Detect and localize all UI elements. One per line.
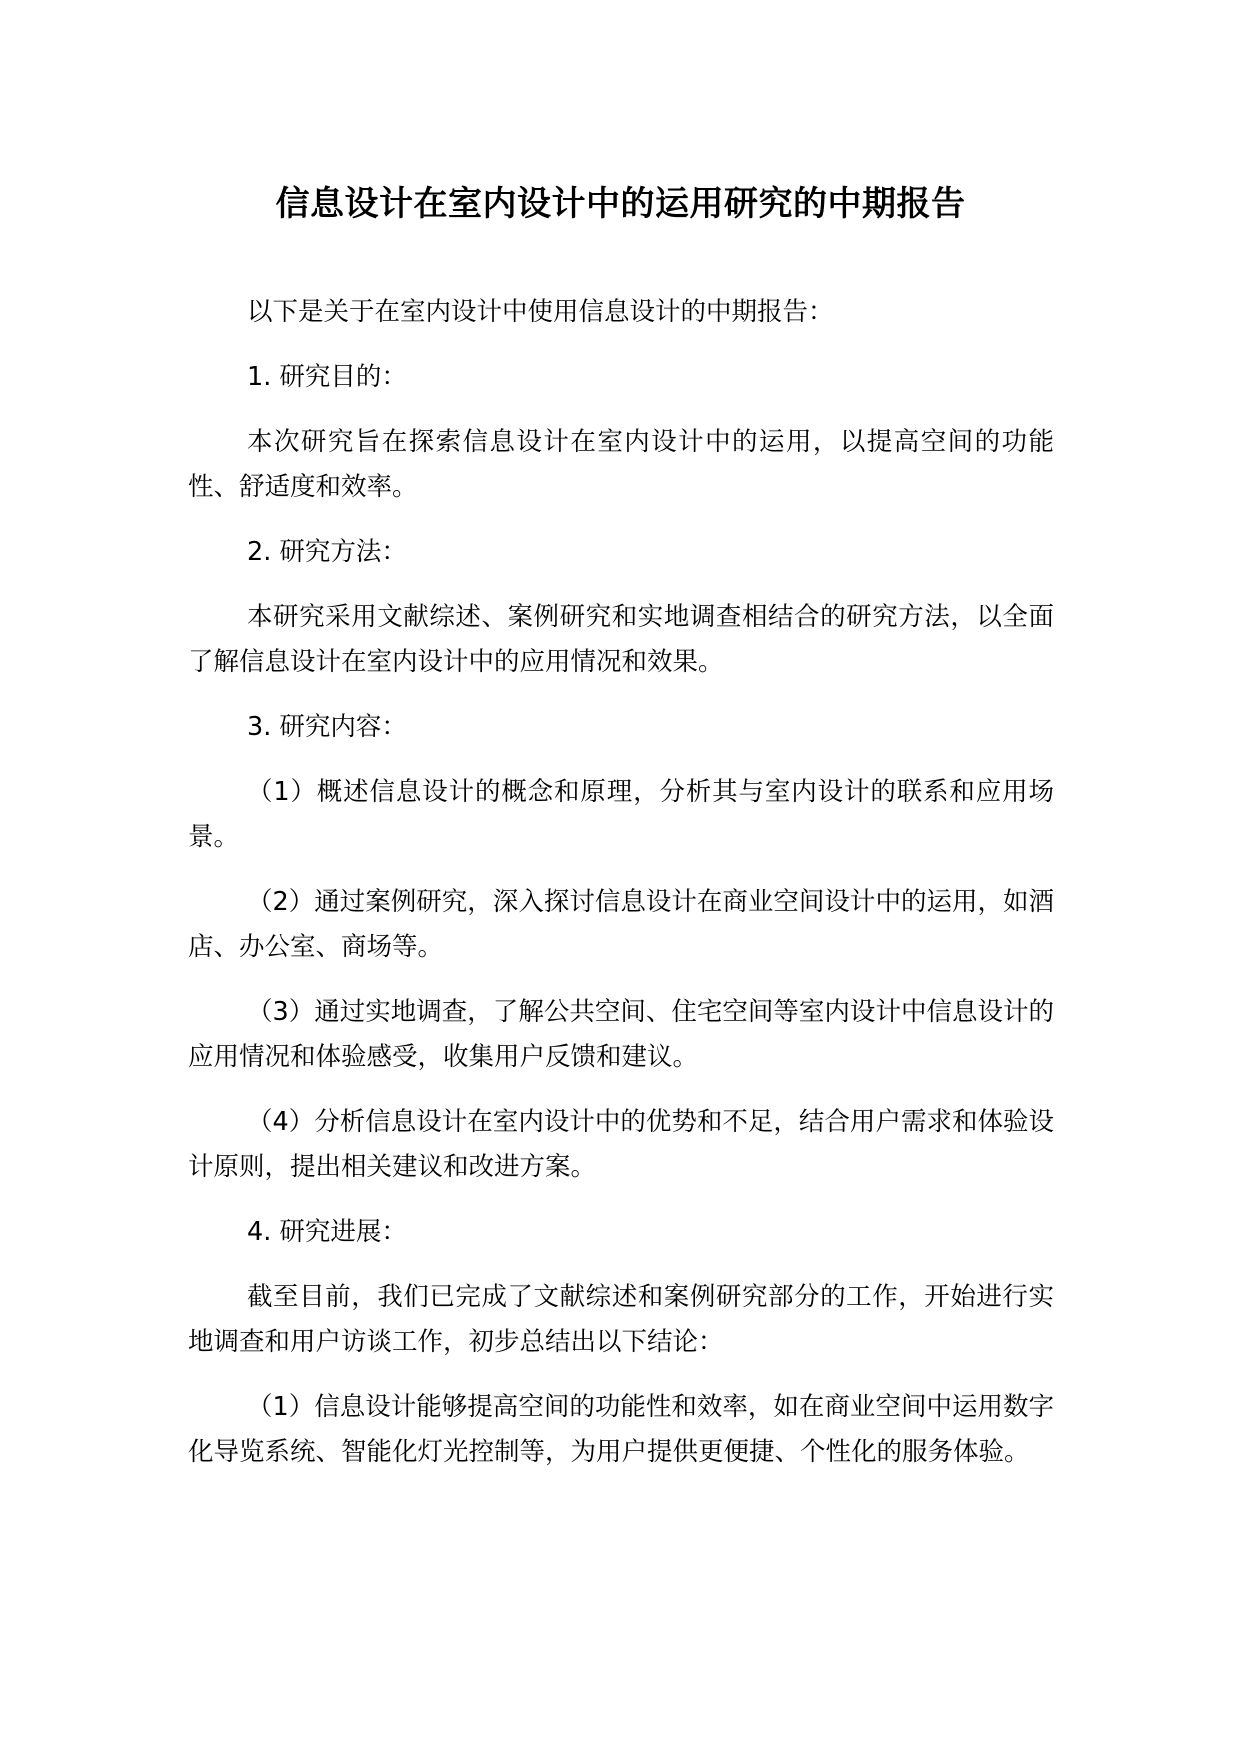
conclusion-item-1: （1）信息设计能够提高空间的功能性和效率，如在商业空间中运用数字化导览系统、智能化灯光控制等，为用户提供更便捷、个性化的服务体验。 (188, 1392, 1054, 1467)
section-heading-content: 3. 研究内容： (247, 712, 407, 742)
purpose-paragraph: 本次研究旨在探索信息设计在室内设计中的运用，以提高空间的功能性、舒适度和效率。 (188, 427, 1054, 502)
section-heading-purpose: 1. 研究目的： (247, 362, 407, 392)
section-heading-method: 2. 研究方法： (247, 537, 407, 567)
content-item-2: （2）通过案例研究，深入探讨信息设计在商业空间设计中的运用，如酒店、办公室、商场等。 (188, 887, 1054, 962)
progress-paragraph: 截至目前，我们已完成了文献综述和案例研究部分的工作，开始进行实地调查和用户访谈工作，初步总结出以下结论： (188, 1282, 1054, 1357)
intro-paragraph: 以下是关于在室内设计中使用信息设计的中期报告： (247, 297, 834, 327)
document-body (188, 290, 1054, 1495)
content-item-4: （4）分析信息设计在室内设计中的优势和不足，结合用户需求和体验设计原则，提出相关建议和改进方案。 (188, 1107, 1054, 1182)
content-item-3: （3）通过实地调查，了解公共空间、住宅空间等室内设计中信息设计的应用情况和体验感受，收集用户反馈和建议。 (188, 997, 1054, 1072)
section-heading-progress: 4. 研究进展： (247, 1217, 407, 1247)
content-item-1: （1）概述信息设计的概念和原理，分析其与室内设计的联系和应用场景。 (188, 777, 1054, 852)
method-paragraph: 本研究采用文献综述、案例研究和实地调查相结合的研究方法，以全面了解信息设计在室内设计中的应用情况和效果。 (188, 602, 1054, 677)
document-title: 信息设计在室内设计中的运用研究的中期报告 (275, 184, 966, 224)
